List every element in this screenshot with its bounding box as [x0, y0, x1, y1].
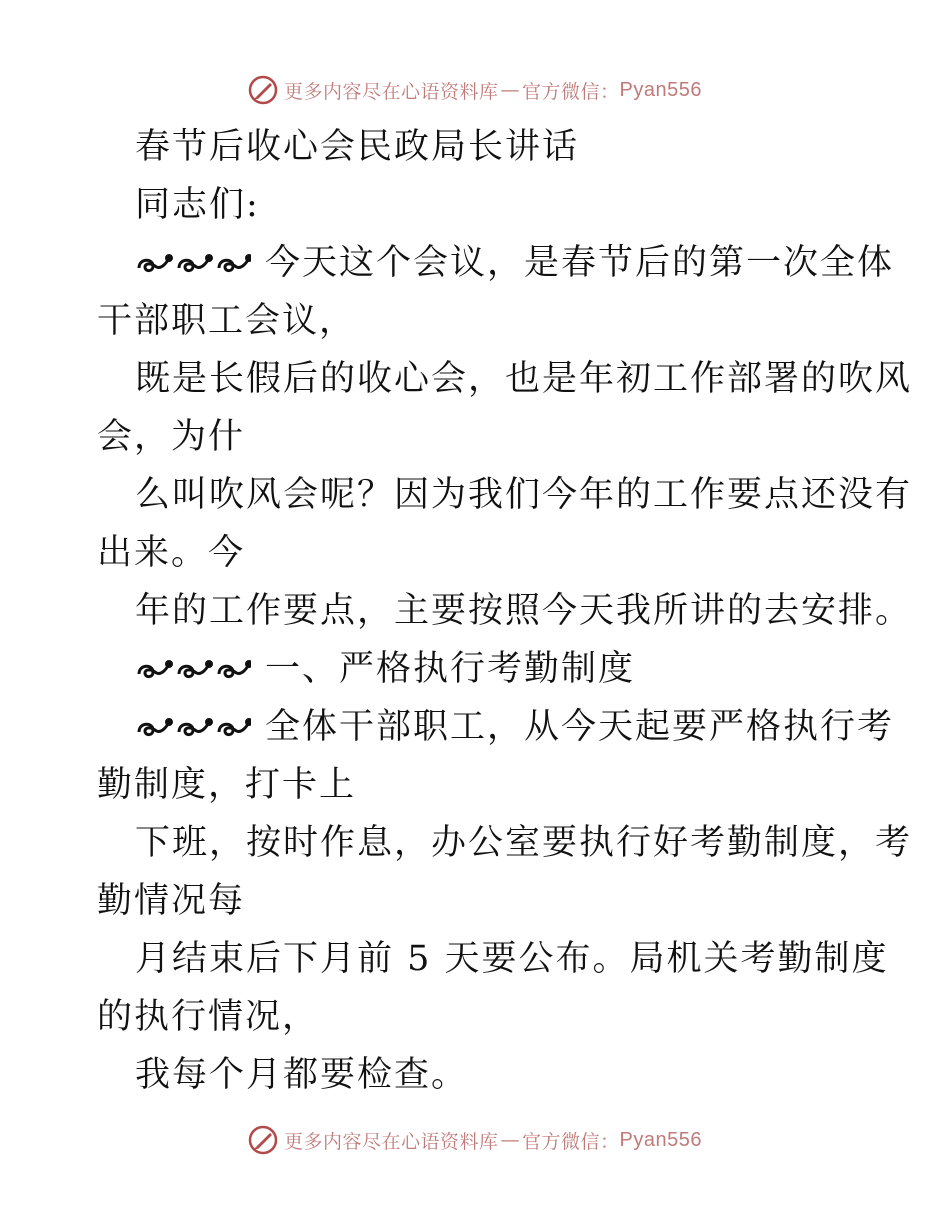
paragraph-line: 的执行情况， — [97, 997, 320, 1037]
ornament-icon — [135, 252, 251, 278]
paragraph-line: 我每个月都要检查。 — [135, 1055, 469, 1095]
banner-suffix: 官方微信： — [522, 80, 620, 103]
footer-banner — [0, 1120, 950, 1160]
banner-suffix: 官方微信： — [522, 1130, 620, 1153]
banner-separator: — — [500, 1129, 521, 1151]
paragraph-line: 年的工作要点，主要按照今天我所讲的去安排。 — [135, 591, 913, 631]
paragraph-line: 勤制度，打卡上 — [97, 765, 357, 805]
banner-separator: — — [500, 79, 521, 101]
paragraph-line: 全体干部职工，从今天起要严格执行考 — [97, 698, 857, 756]
section-heading: 一、严格执行考勤制度 — [97, 640, 857, 698]
banner-text: 更多内容尽在心语资料库 — [284, 80, 499, 103]
paragraph-line: 勤情况每 — [97, 881, 246, 921]
paragraph-line: 下班，按时作息，办公室要执行好考勤制度，考 — [135, 823, 913, 863]
paragraph-line: 月结束后下月前 5 天要公布。局机关考勤制度 — [135, 939, 889, 979]
banner-handle: Pyan556 — [619, 78, 702, 101]
paragraph-line: 既是长假后的收心会，也是年初工作部署的吹风 — [135, 359, 913, 399]
quill-logo-icon — [248, 1125, 278, 1155]
document-body — [97, 118, 913, 1104]
document-title: 春节后收心会民政局长讲话 — [135, 127, 580, 167]
header-banner — [0, 70, 950, 110]
banner-text: 更多内容尽在心语资料库 — [284, 1130, 499, 1153]
paragraph-line: 干部职工会议， — [97, 301, 357, 341]
paragraph-line: 出来。今 — [97, 533, 246, 573]
salutation: 同志们: — [135, 185, 260, 225]
quill-logo-icon — [248, 75, 278, 105]
ornament-icon — [135, 716, 251, 742]
ornament-icon — [135, 658, 251, 684]
paragraph-line: 会，为什 — [97, 417, 246, 457]
banner-handle: Pyan556 — [619, 1128, 702, 1151]
paragraph-line: 今天这个会议，是春节后的第一次全体 — [97, 234, 857, 292]
paragraph-line: 么叫吹风会呢？因为我们今年的工作要点还没有 — [135, 475, 913, 515]
